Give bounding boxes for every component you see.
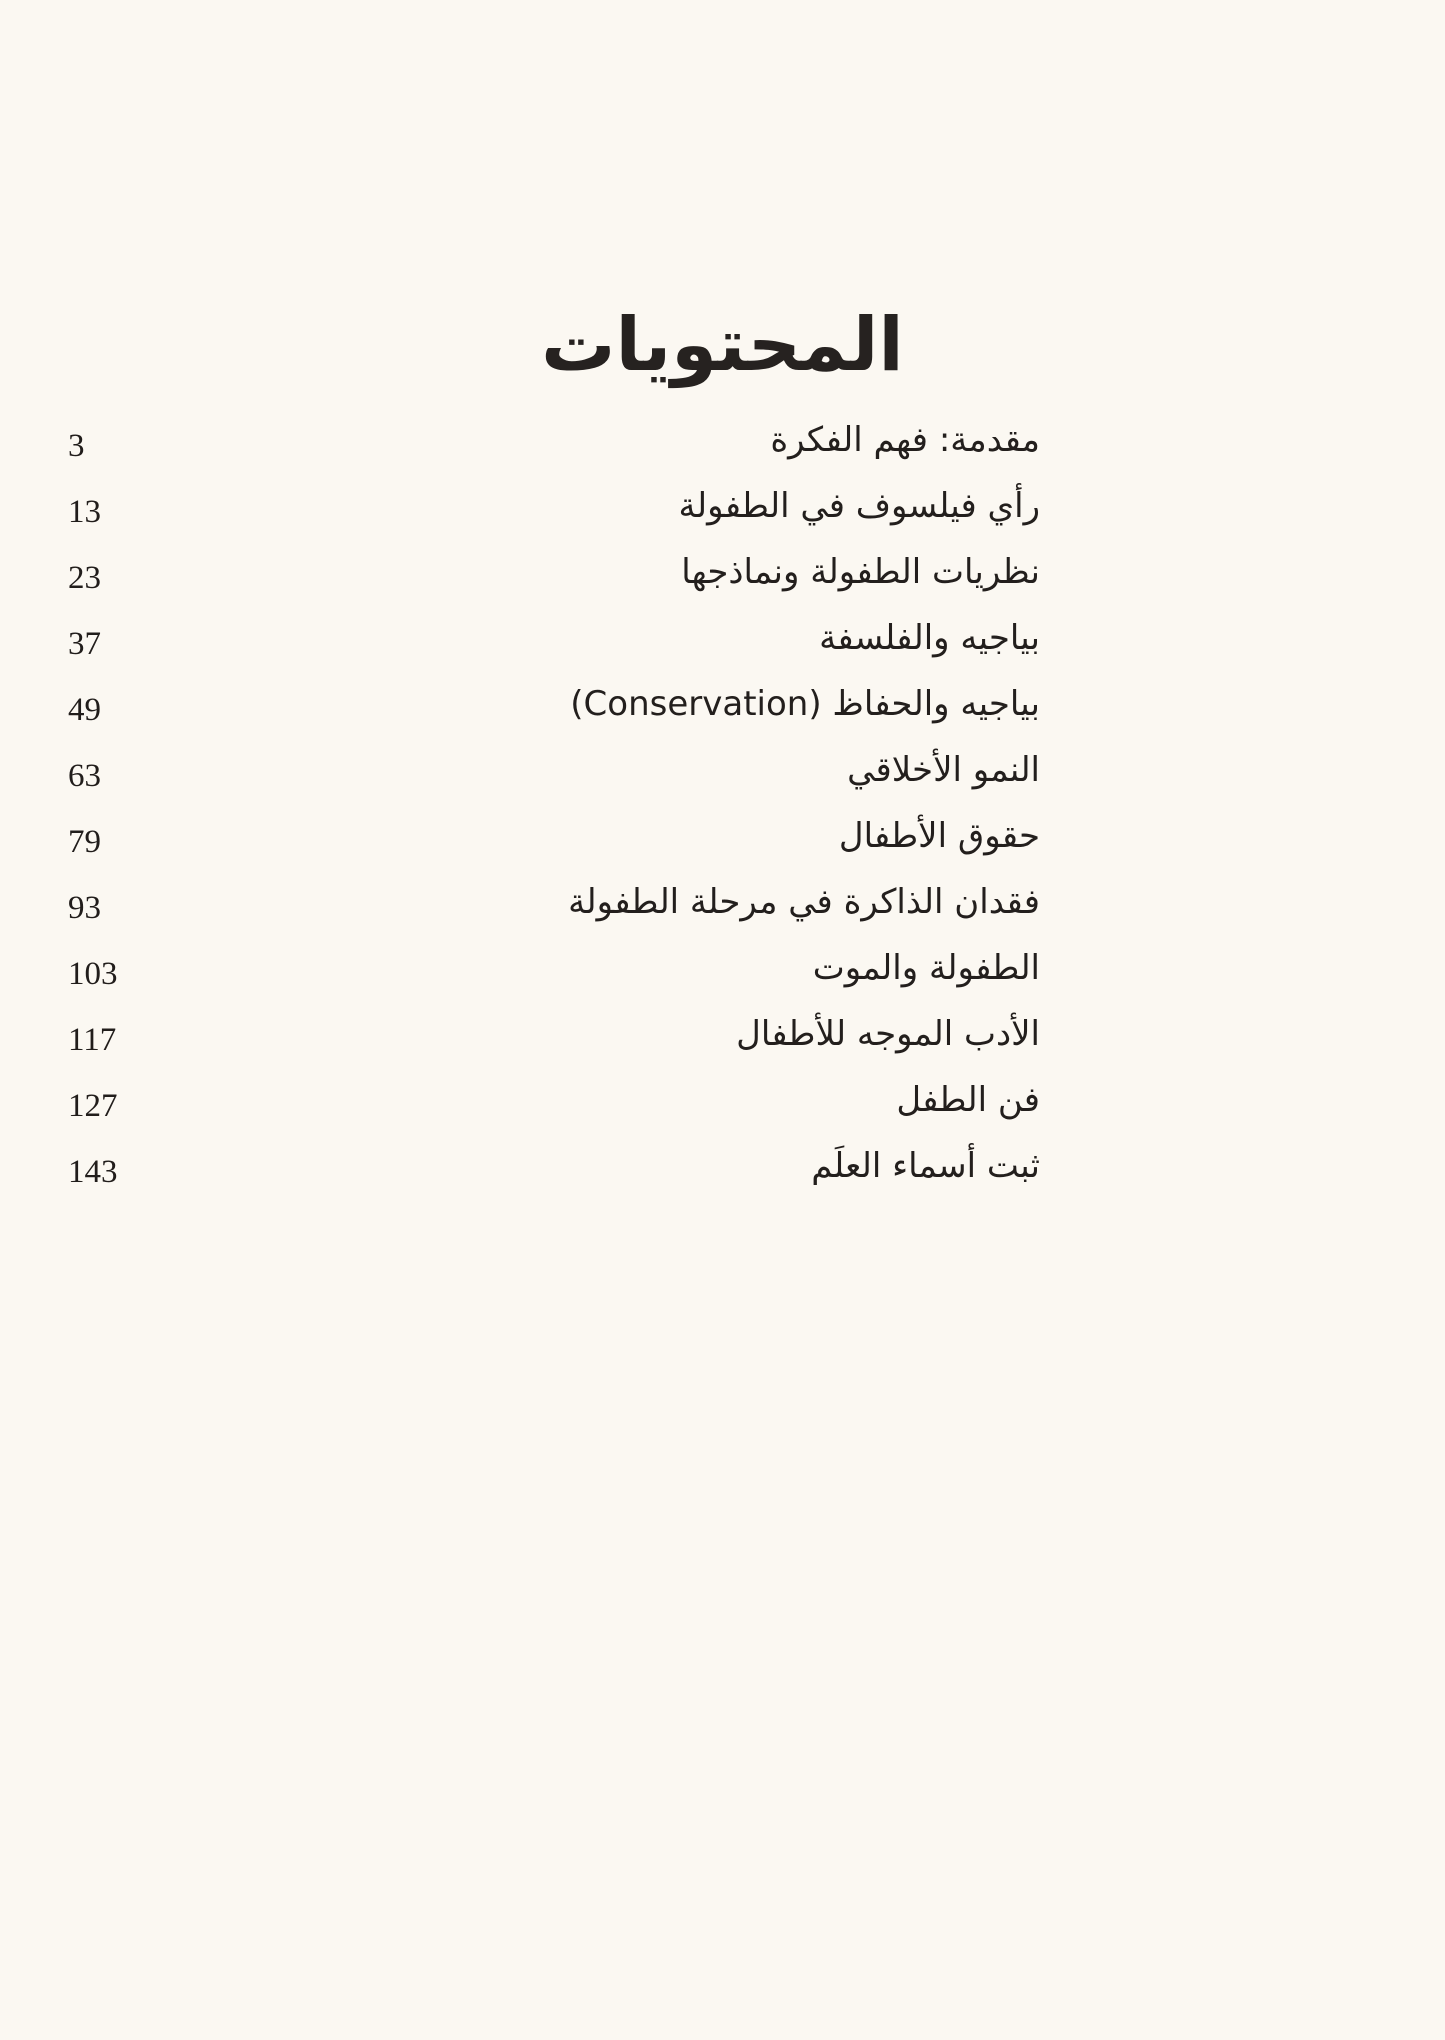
toc-entry-title: حقوق الأطفال xyxy=(838,816,1040,856)
toc-page-number: 13 xyxy=(68,494,101,530)
toc-entry-title: ثبت أسماء العلَم xyxy=(811,1146,1040,1186)
toc-entry-row[interactable] xyxy=(0,946,1445,1012)
toc-entry-title: الأدب الموجه للأطفال xyxy=(736,1014,1040,1054)
toc-page-number: 103 xyxy=(68,956,118,992)
toc-entry-title: مقدمة: فهم الفكرة xyxy=(770,420,1040,460)
page-title: المحتويات xyxy=(541,301,904,388)
toc-page-number: 93 xyxy=(68,890,101,926)
toc-entry-title: بياجيه والحفاظ (Conservation) xyxy=(570,684,1040,724)
toc-entry-title: بياجيه والفلسفة xyxy=(819,618,1040,658)
toc-entry-row[interactable] xyxy=(0,1012,1445,1078)
toc-page-number: 63 xyxy=(68,758,101,794)
toc-entry-title: فقدان الذاكرة في مرحلة الطفولة xyxy=(568,882,1040,922)
toc-page-number: 127 xyxy=(68,1088,118,1124)
toc-entry-row[interactable] xyxy=(0,484,1445,550)
toc-page-number: 143 xyxy=(68,1154,118,1190)
toc-page-number: 79 xyxy=(68,824,101,860)
toc-entry-title: النمو الأخلاقي xyxy=(847,750,1040,790)
toc-entry-title: نظريات الطفولة ونماذجها xyxy=(681,552,1040,592)
toc-entry-row[interactable] xyxy=(0,748,1445,814)
toc-entry-row[interactable] xyxy=(0,616,1445,682)
toc-page-number: 23 xyxy=(68,560,101,596)
toc-entry-row[interactable] xyxy=(0,418,1445,484)
table-of-contents-list xyxy=(0,418,1445,1210)
toc-entry-row[interactable] xyxy=(0,682,1445,748)
toc-entry-title: فن الطفل xyxy=(896,1080,1040,1120)
toc-entry-title: رأي فيلسوف في الطفولة xyxy=(678,486,1040,526)
toc-page-number: 3 xyxy=(68,428,85,464)
toc-entry-row[interactable] xyxy=(0,814,1445,880)
toc-entry-row[interactable] xyxy=(0,1144,1445,1210)
toc-entry-title: الطفولة والموت xyxy=(812,948,1040,988)
toc-entry-row[interactable] xyxy=(0,550,1445,616)
toc-entry-row[interactable] xyxy=(0,1078,1445,1144)
toc-page-number: 117 xyxy=(68,1022,117,1058)
toc-page-number: 49 xyxy=(68,692,101,728)
toc-entry-row[interactable] xyxy=(0,880,1445,946)
toc-page-number: 37 xyxy=(68,626,101,662)
